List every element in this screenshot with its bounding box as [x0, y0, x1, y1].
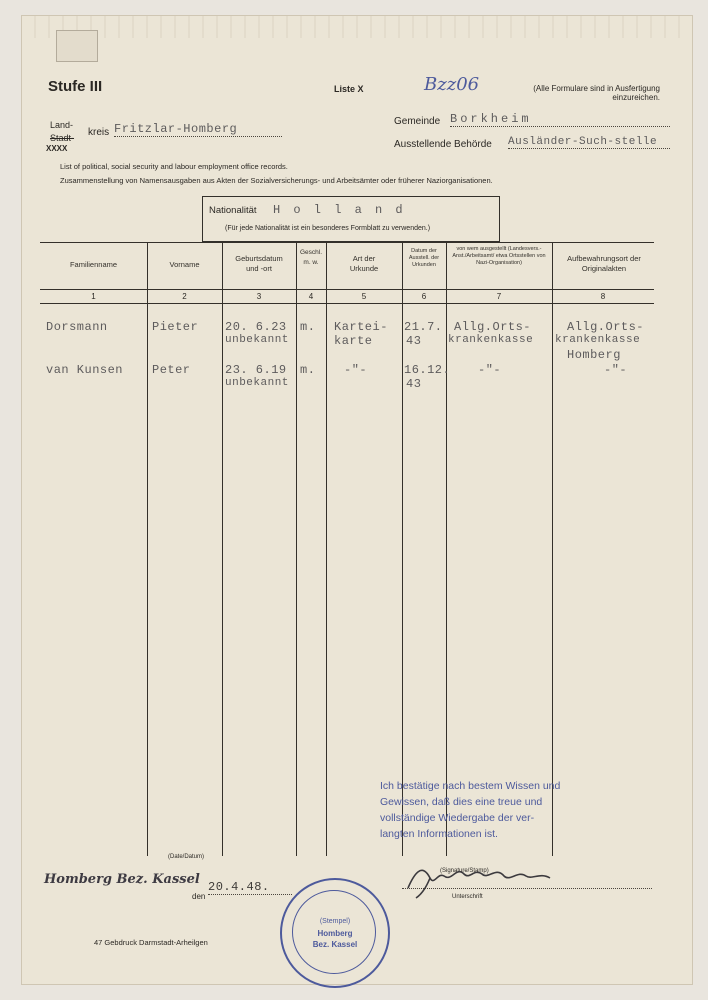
- seal-region: Bez. Kassel: [312, 940, 358, 949]
- column-divider: [552, 242, 553, 856]
- issue-date-cell: 21.7.: [404, 320, 443, 334]
- date-label: (Date/Datum): [168, 854, 205, 860]
- official-seal: [280, 878, 390, 988]
- issue-date-cell: 43: [406, 334, 422, 348]
- header-issue-date: Datum der Ausstell. der Urkunden: [408, 248, 440, 268]
- sex-cell: m.: [300, 320, 316, 334]
- column-number: 2: [182, 292, 187, 301]
- certification-stamp: [380, 778, 560, 842]
- storage-cell: krankenkasse: [555, 334, 641, 346]
- header-firstname: Vorname: [169, 260, 200, 269]
- doc-type-cell: Kartei-: [334, 320, 388, 334]
- issuer-cell: Allg.Orts-: [454, 320, 532, 334]
- doc-type-cell: -"-: [344, 363, 368, 377]
- nationality-note: (Für jede Nationalität ist ein besonderes Formblatt zu verwenden.): [225, 225, 431, 232]
- certification-line: langten Informationen ist.: [380, 828, 498, 840]
- table-header-rule: [40, 289, 654, 290]
- issuer-cell: -"-: [478, 363, 502, 377]
- column-divider: [147, 242, 148, 856]
- table-top-rule: [40, 242, 654, 243]
- header-surname: Familienname: [69, 260, 118, 269]
- instructions-note: (Alle Formulare sind in Ausfertigung einzureichen.: [533, 84, 660, 102]
- gemeinde-value: Borkheim: [450, 112, 670, 127]
- signature-label: (Signature/Stamp): [440, 868, 489, 874]
- place-stamp: Homberg Bez. Kassel: [44, 872, 200, 887]
- certification-line: vollständige Wiedergabe der ver-: [380, 812, 535, 824]
- storage-cell: Allg.Orts-: [567, 320, 645, 334]
- column-divider: [222, 242, 223, 856]
- column-number: 1: [91, 292, 96, 301]
- birth-place-cell: unbekannt: [225, 377, 289, 389]
- header-birth: Geburtsdatum und -ort: [235, 254, 283, 273]
- column-divider: [446, 242, 447, 856]
- birth-place-cell: unbekannt: [225, 334, 289, 346]
- handwritten-mark: Bzz06: [424, 74, 480, 95]
- subtitle-german: Zusammenstellung von Namensausgaben aus Akten der Sozialversicherungs- und Arbeitsämter oder früherer Naziorganisationen.: [60, 176, 493, 185]
- certification-line: Ich bestätige nach bestem Wissen und: [380, 780, 561, 792]
- issue-date-cell: 16.12.: [404, 363, 451, 377]
- seal-label: (Stempel): [319, 918, 351, 925]
- stadt-label: Stadt-: [50, 133, 75, 143]
- surname-cell: Dorsmann: [46, 320, 108, 334]
- seal-city: Homberg: [317, 929, 353, 938]
- column-number: 8: [600, 292, 606, 301]
- behoerde-value: Ausländer-Such-stelle: [508, 136, 670, 149]
- den-label: den: [192, 892, 206, 901]
- issuer-cell: krankenkasse: [448, 334, 534, 346]
- nationality-box: [202, 196, 500, 242]
- column-number: 7: [496, 292, 502, 301]
- printer-imprint: 47 Gebdruck Darmstadt-Arheilgen: [94, 938, 208, 947]
- stage-title: Stufe III: [48, 78, 103, 95]
- firstname-cell: Peter: [152, 363, 191, 377]
- behoerde-label: Ausstellende Behörde: [394, 139, 492, 150]
- date-value: 20.4.48.: [208, 880, 292, 895]
- kreis-value: Fritzlar-Homberg: [114, 122, 282, 137]
- birth-date-cell: 23. 6.19: [225, 363, 287, 377]
- header-sex: Geschl. m. w.: [299, 249, 323, 266]
- signature-line: [402, 888, 652, 889]
- column-number: 6: [421, 292, 427, 301]
- surname-cell: van Kunsen: [46, 363, 124, 377]
- nationality-label: Nationalität: [209, 205, 257, 216]
- subtitle-english: List of political, social security and labour employment office records.: [60, 162, 288, 171]
- table-number-rule: [40, 303, 654, 304]
- column-number: 3: [256, 292, 262, 301]
- xxxx-strike: XXXX: [46, 144, 68, 153]
- header-storage: Aufbewahrungsort der Originalakten: [567, 254, 641, 273]
- form-sheet: [22, 16, 692, 984]
- list-label: Liste X: [334, 84, 364, 94]
- column-number: 5: [361, 292, 367, 301]
- unterschrift-label: Unterschrift: [452, 894, 483, 900]
- gemeinde-label: Gemeinde: [394, 116, 441, 127]
- column-divider: [296, 242, 297, 856]
- birth-date-cell: 20. 6.23: [225, 320, 287, 334]
- storage-cell: Homberg: [567, 348, 621, 362]
- certification-line: Gewissen, daß dies eine treue und: [380, 796, 543, 808]
- nationality-value: H o l l a n d: [273, 203, 406, 217]
- paper-clip-mark: [56, 30, 98, 62]
- sex-cell: m.: [300, 363, 316, 377]
- perforated-edge: [22, 16, 692, 38]
- kreis-label: kreis: [88, 127, 110, 138]
- column-divider: [402, 242, 403, 856]
- header-issuer: von wem ausgestellt (Landesvers.-Anst./Arbeitsamt/ etwa Ortsstellen von Nazi-Organisation): [452, 246, 546, 266]
- header-doc-type: Art der Urkunde: [349, 254, 379, 273]
- land-label: Land-: [50, 120, 74, 130]
- storage-cell: -"-: [604, 363, 628, 377]
- firstname-cell: Pieter: [152, 320, 199, 334]
- doc-type-cell: karte: [334, 334, 373, 348]
- column-divider: [326, 242, 327, 856]
- issue-date-cell: 43: [406, 377, 422, 391]
- column-number: 4: [308, 292, 314, 301]
